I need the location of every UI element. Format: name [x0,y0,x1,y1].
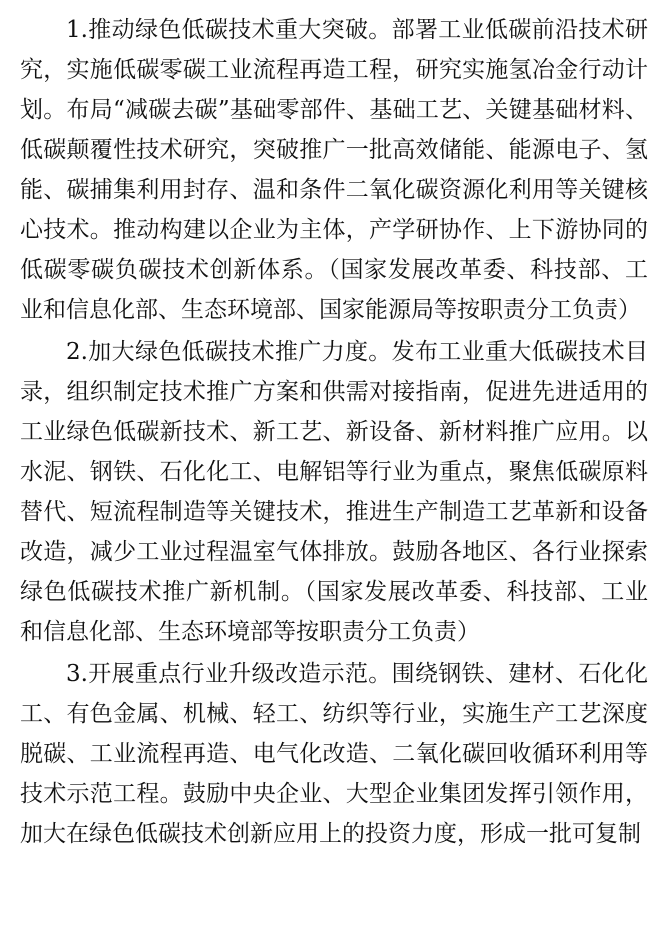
paragraph-3: 3.开展重点行业升级改造示范。围绕钢铁、建材、石化化工、有色金属、机械、轻工、纺织等行业，实施生产工艺深度脱碳、工业流程再造、电气化改造、二氧化碳回收循环利用等技术示范工程。鼓励中央企业、大型企业集团发挥引领作用，加大在绿色低碳技术创新应用上的投资力度，形成一批可复制 [20,661,648,847]
paragraph-2: 2.加大绿色低碳技术推广力度。发布工业重大低碳技术目录，组织制定技术推广方案和供需对接指南，促进先进适用的工业绿色低碳新技术、新工艺、新设备、新材料推广应用。以水泥、钢铁、石化化工、电解铝等行业为重点，聚焦低碳原料替代、短流程制造等关键技术，推进生产制造工艺革新和设备改造，减少工业过程温室气体排放。鼓励各地区、各行业探索绿色低碳技术推广新机制。（国家发展改革委、科技部、工业和信息化部、生态环境部等按职责分工负责） [20,339,648,645]
document-body [20,10,648,854]
paragraph-1: 1.推动绿色低碳技术重大突破。部署工业低碳前沿技术研究，实施低碳零碳工业流程再造工程，研究实施氢冶金行动计划。布局“减碳去碳”基础零部件、基础工艺、关键基础材料、低碳颠覆性技术研究，突破推广一批高效储能、能源电子、氢能、碳捕集利用封存、温和条件二氧化碳资源化利用等关键核心技术。推动构建以企业为主体，产学研协作、上下游协同的低碳零碳负碳技术创新体系。（国家发展改革委、科技部、工业和信息化部、生态环境部、国家能源局等按职责分工负责） [20,17,648,323]
